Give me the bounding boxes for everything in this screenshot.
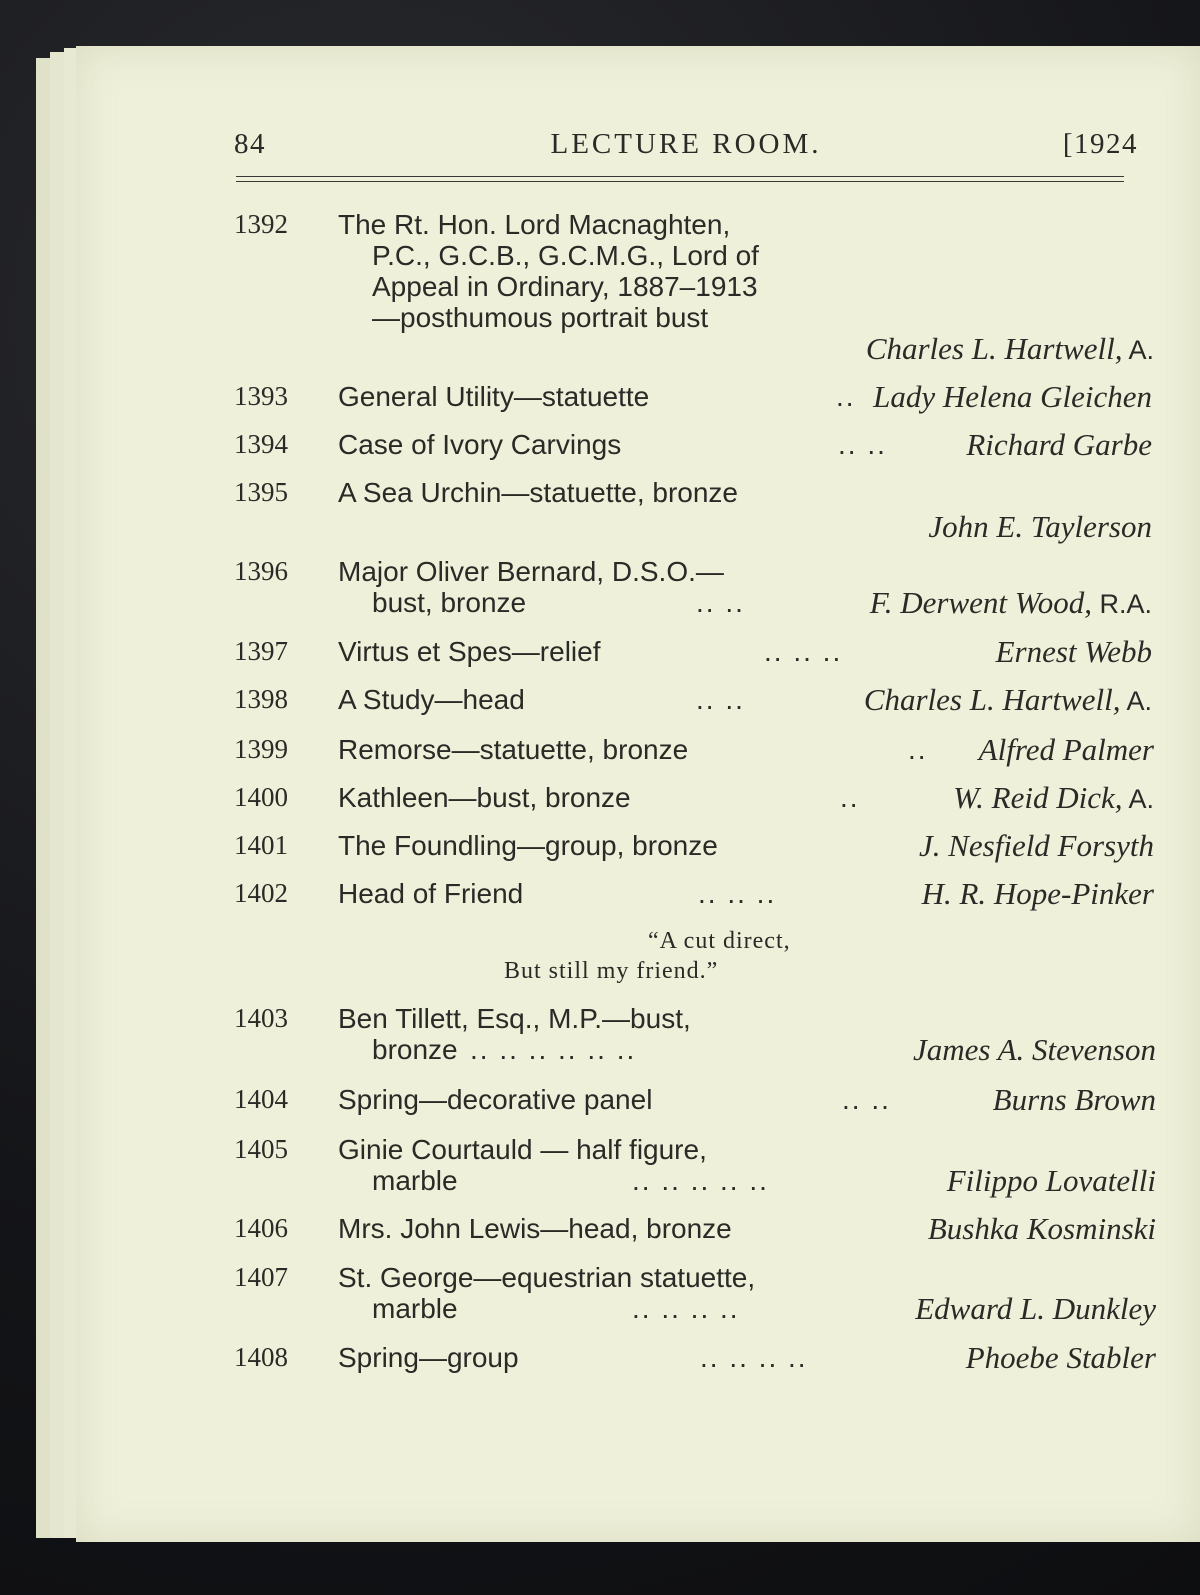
entry-title: General Utility—statuette (338, 381, 650, 412)
leader-dots: .. .. .. .. (700, 1342, 808, 1373)
catalogue-entry (234, 209, 1154, 369)
entry-artist: Ernest Webb (995, 634, 1152, 669)
entry-artist: Lady Helena Gleichen (873, 379, 1152, 414)
entry-artist: Richard Garbe (966, 427, 1152, 462)
entry-title: Remorse—statuette, bronze (338, 734, 689, 765)
entry-title-continued: bust, bronze (372, 587, 527, 618)
entry-artist: James A. Stevenson (912, 1032, 1156, 1067)
catalogue-entry (234, 682, 1152, 718)
entry-title: The Foundling—group, bronze (338, 830, 718, 861)
entry-number: 1392 (234, 209, 288, 239)
entry-title: Virtus et Spes—relief (338, 636, 601, 667)
entry-title: St. George—equestrian statuette, (338, 1262, 756, 1293)
quote-line: “A cut direct, (648, 928, 791, 954)
entry-number: 1401 (234, 830, 288, 860)
section-title: LECTURE ROOM. (550, 128, 822, 160)
catalogue-entry (234, 379, 1152, 415)
catalogue-entry (234, 1262, 1156, 1330)
entry-number: 1397 (234, 636, 288, 666)
leader-dots: .. .. .. .. (632, 1293, 740, 1324)
entry-title: Ginie Courtauld — half figure, (338, 1134, 707, 1165)
entry-artist: W. Reid Dick, A. (953, 780, 1154, 815)
leader-dots: .. (908, 734, 928, 765)
leader-dots: .. .. (842, 1084, 891, 1115)
leader-dots: .. (840, 782, 860, 813)
leader-dots: .. .. (696, 684, 745, 715)
entry-number: 1403 (234, 1003, 288, 1033)
leader-dots: .. .. (838, 429, 887, 460)
catalogue-entry (234, 477, 1152, 545)
leader-dots: .. .. (696, 587, 745, 618)
leader-dots: .. .. .. (698, 878, 777, 909)
entry-title: Major Oliver Bernard, D.S.O.— (338, 556, 724, 587)
entry-artist: F. Derwent Wood, R.A. (869, 585, 1152, 620)
catalogue-entry (234, 732, 1154, 768)
entry-title: A Study—head (338, 684, 525, 715)
page-edge (50, 52, 65, 1538)
entry-number: 1396 (234, 556, 288, 586)
entry-number: 1399 (234, 734, 288, 764)
leader-dots: .. .. .. .. .. .. (470, 1034, 637, 1065)
catalogue-entry (234, 556, 1152, 624)
entry-number: 1407 (234, 1262, 288, 1292)
leader-dots: .. (836, 381, 856, 412)
entry-number: 1394 (234, 429, 288, 459)
leader-dots: .. .. .. .. .. (632, 1165, 769, 1196)
running-header (234, 128, 1138, 168)
entry-number: 1406 (234, 1213, 288, 1243)
entry-title: Spring—group (338, 1342, 519, 1373)
entry-artist: Phoebe Stabler (965, 1340, 1156, 1375)
catalogue-entry (234, 1082, 1156, 1118)
entry-artist: Filippo Lovatelli (946, 1163, 1156, 1198)
entry-artist: John E. Taylerson (928, 509, 1152, 544)
catalogue-entry (234, 1134, 1156, 1202)
quote-line: But still my friend.” (504, 958, 719, 984)
entry-number: 1405 (234, 1134, 288, 1164)
header-year: [1924 (1062, 128, 1138, 160)
entry-title-continued: Appeal in Ordinary, 1887–1913 (372, 271, 758, 302)
catalogue-entry (234, 1003, 1156, 1071)
entry-title: A Sea Urchin—statuette, bronze (338, 477, 738, 508)
catalogue-entry (234, 780, 1154, 816)
entry-number: 1400 (234, 782, 288, 812)
entry-artist: Burns Brown (992, 1082, 1156, 1117)
entry-title: Kathleen—bust, bronze (338, 782, 631, 813)
entry-artist: H. R. Hope-Pinker (921, 876, 1154, 911)
catalogue-entry (234, 427, 1152, 463)
entry-title-continued: marble (372, 1165, 458, 1196)
catalogue-entry (234, 876, 1154, 912)
entry-title: Spring—decorative panel (338, 1084, 653, 1115)
catalogue-entry (234, 1211, 1156, 1247)
entry-artist: Charles L. Hartwell, A. (865, 331, 1154, 366)
entry-artist: Edward L. Dunkley (915, 1291, 1156, 1326)
entry-number: 1393 (234, 381, 288, 411)
entry-number: 1408 (234, 1342, 288, 1372)
entry-title: Head of Friend (338, 878, 524, 909)
catalogue-entry (234, 634, 1152, 670)
catalogue-entry (234, 828, 1154, 864)
entry-artist: J. Nesfield Forsyth (918, 828, 1154, 863)
entry-title-continued: P.C., G.C.B., G.C.M.G., Lord of (372, 240, 759, 271)
page-number: 84 (234, 128, 266, 160)
header-rule (236, 176, 1124, 177)
entry-number: 1402 (234, 878, 288, 908)
entry-artist: Bushka Kosminski (927, 1211, 1156, 1246)
entry-number: 1398 (234, 684, 288, 714)
entry-title: Case of Ivory Carvings (338, 429, 622, 460)
header-rule (236, 181, 1124, 182)
entry-number: 1395 (234, 477, 288, 507)
catalogue-entry (234, 1340, 1156, 1376)
leader-dots: .. .. .. (764, 636, 843, 667)
page-edge (36, 58, 51, 1538)
entry-title-continued: —posthumous portrait bust (372, 302, 709, 333)
entry-title: Ben Tillett, Esq., M.P.—bust, (338, 1003, 691, 1034)
entry-title: The Rt. Hon. Lord Macnaghten, (338, 209, 731, 240)
entry-title: Mrs. John Lewis—head, bronze (338, 1213, 732, 1244)
catalogue-page (76, 46, 1200, 1542)
entry-title-continued: bronze (372, 1034, 458, 1065)
epigraph-quote (496, 926, 791, 986)
entry-title-continued: marble (372, 1293, 458, 1324)
entry-number: 1404 (234, 1084, 288, 1114)
entry-artist: Charles L. Hartwell, A. (863, 682, 1152, 717)
entry-artist: Alfred Palmer (978, 732, 1154, 767)
